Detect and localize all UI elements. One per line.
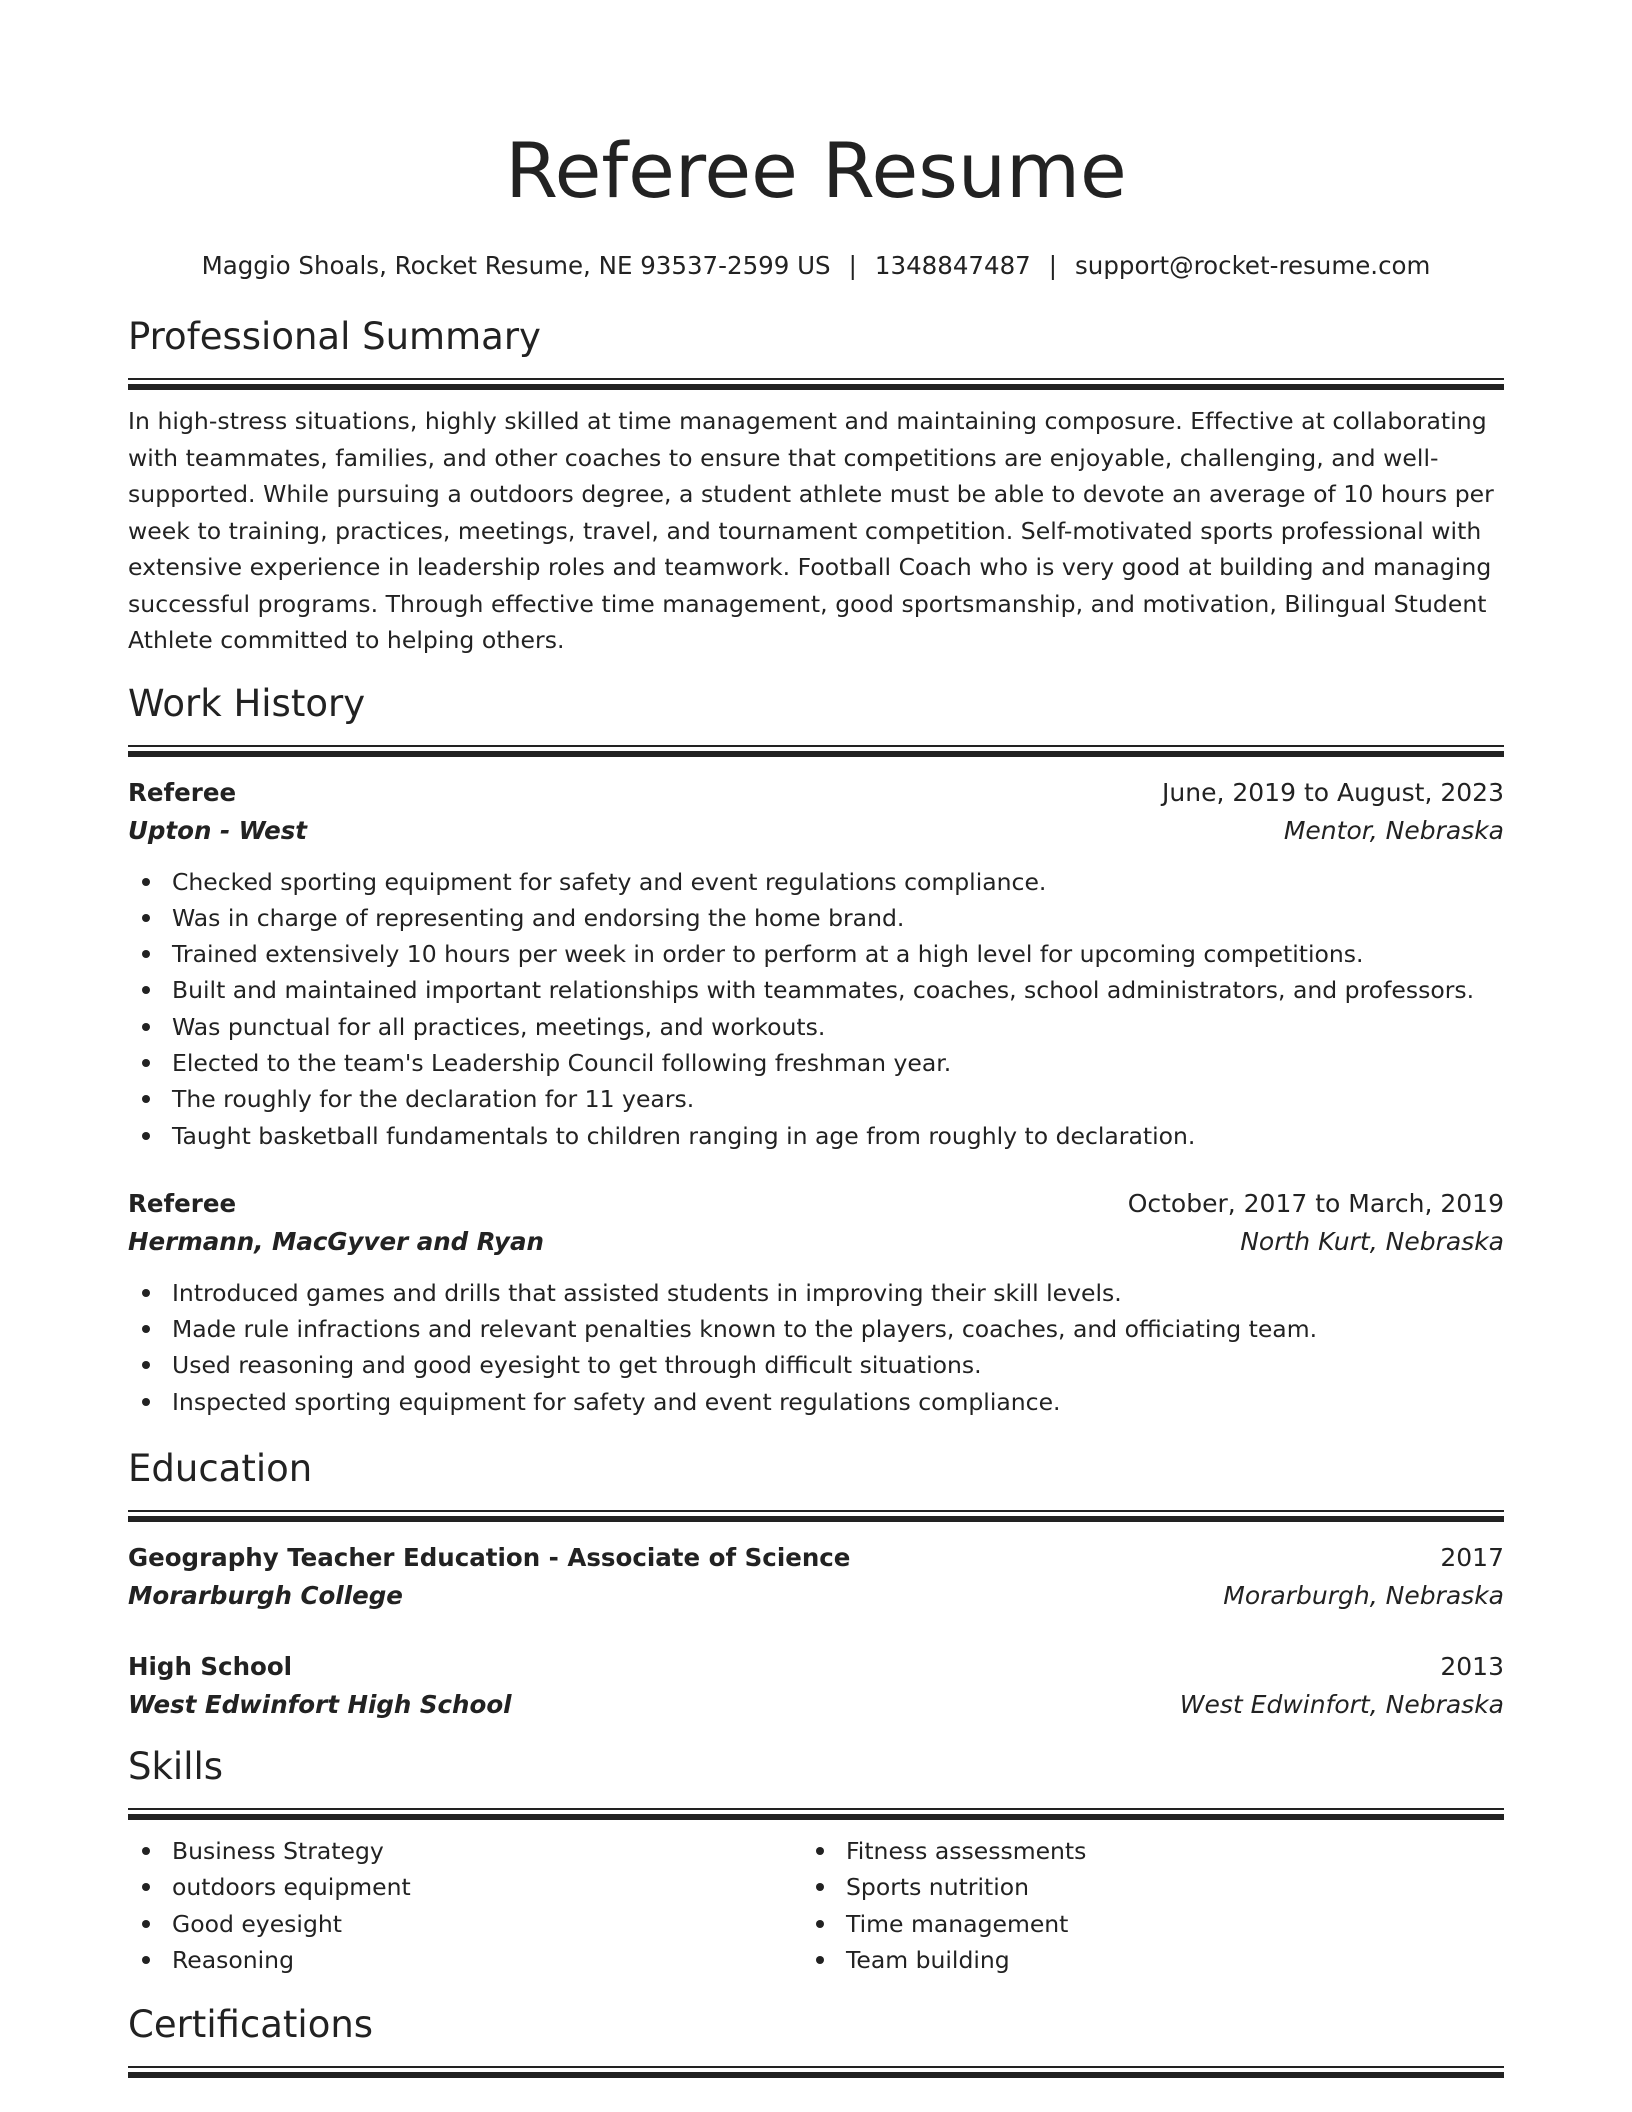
- bullet-icon: [142, 1883, 150, 1891]
- list-item: [128, 1906, 802, 1942]
- contact-separator: |: [1048, 251, 1058, 280]
- education-school: West Edwinfort High School: [128, 1690, 512, 1720]
- job-title: Referee: [128, 1188, 237, 1218]
- bullet-icon: [142, 1289, 150, 1297]
- skill-text: Business Strategy: [172, 1837, 384, 1866]
- bullet-icon: [142, 1920, 150, 1928]
- bullet-icon: [142, 986, 150, 994]
- education-subheader: [128, 1686, 1504, 1724]
- work-history-heading: Work History: [128, 681, 366, 725]
- list-item-text: Built and maintained important relationships with teammates, coaches, school administrators, and professors.: [172, 976, 1475, 1005]
- work-history-section: [128, 679, 1504, 1421]
- bullet-icon: [142, 1361, 150, 1369]
- list-item: [802, 1942, 1476, 1978]
- certifications-section: [128, 2000, 1504, 2077]
- bullet-icon: [142, 1847, 150, 1855]
- education-subheader: [128, 1577, 1504, 1615]
- list-item: [128, 1009, 1504, 1045]
- job-employer: Upton - West: [128, 815, 308, 845]
- job-location: North Kurt, Nebraska: [1240, 1226, 1504, 1256]
- education-location: West Edwinfort, Nebraska: [1179, 1690, 1504, 1720]
- bullet-icon: [142, 1095, 150, 1103]
- skills-column-left: [128, 1833, 802, 1978]
- list-item-text: Inspected sporting equipment for safety and event regulations compliance.: [172, 1387, 1061, 1416]
- page-title: Referee Resume: [505, 126, 1127, 215]
- list-item: [128, 1081, 1504, 1117]
- job-subheader: [128, 1223, 1504, 1261]
- list-item: [128, 1384, 1504, 1420]
- list-item-text: Introduced games and drills that assisted students in improving their skill levels.: [172, 1278, 1122, 1307]
- skills-heading: Skills: [128, 1745, 224, 1789]
- list-item-text: Checked sporting equipment for safety and event regulations compliance.: [172, 867, 1047, 896]
- education-heading: Education: [128, 1447, 313, 1491]
- job-entry: [128, 774, 1504, 1154]
- summary-section: [128, 312, 1504, 659]
- list-item: [802, 1869, 1476, 1905]
- bullet-icon: [142, 1132, 150, 1140]
- bullet-icon: [816, 1847, 824, 1855]
- bullet-icon: [816, 1920, 824, 1928]
- contact-line: [128, 250, 1504, 282]
- list-item-text: Taught basketball fundamentals to children ranging in age from roughly to declaration.: [172, 1121, 1196, 1150]
- job-employer: Hermann, MacGyver and Ryan: [128, 1226, 544, 1256]
- job-bullets: [128, 864, 1504, 1154]
- education-header: [128, 1648, 1504, 1686]
- list-item-text: Was in charge of representing and endorsing the home brand.: [172, 903, 905, 932]
- summary-text: In high-stress situations, highly skilled at time management and maintaining composure. Effective at collaborating with teammates, families, and other coaches to ensure that competitions are enjoyable, challenging, and well-supported. While pursuing a outdoors degree, a student athlete must be able to devote an average of 10 hours per week to training, practices, meetings, travel, and tournament competition. Self-motivated sports professional with extensive experience in leadership roles and teamwork. Football Coach who is very good at building and managing successful programs. Through effective time management, good sportsmanship, and motivation, Bilingual Student Athlete committed to helping others.: [128, 407, 1494, 654]
- education-school: Morarburgh College: [128, 1581, 403, 1611]
- list-item-text: Was punctual for all practices, meetings, and workouts.: [172, 1012, 826, 1041]
- education-section: [128, 1444, 1504, 1724]
- section-divider: [128, 1510, 1504, 1521]
- skills-grid: [128, 1833, 1504, 1978]
- job-entry: [128, 1185, 1504, 1420]
- job-dates: October, 2017 to March, 2019: [1127, 1188, 1504, 1218]
- skill-text: Team building: [846, 1945, 1010, 1974]
- education-entry: [128, 1539, 1504, 1615]
- list-item: [128, 1869, 802, 1905]
- list-item: [128, 900, 1504, 936]
- bullet-icon: [816, 1956, 824, 1964]
- list-item: [802, 1906, 1476, 1942]
- job-subheader: [128, 812, 1504, 850]
- list-item: [802, 1833, 1476, 1869]
- list-item-text: Trained extensively 10 hours per week in order to perform at a high level for upcoming competitions.: [172, 940, 1364, 969]
- contact-separator: |: [848, 251, 857, 280]
- bullet-icon: [142, 1023, 150, 1031]
- bullet-icon: [142, 1325, 150, 1333]
- section-divider: [128, 745, 1504, 756]
- education-year: 2013: [1440, 1652, 1504, 1682]
- bullet-icon: [816, 1883, 824, 1891]
- section-divider: [128, 2066, 1504, 2077]
- contact-address: Maggio Shoals, Rocket Resume, NE 93537-2599 US: [201, 251, 831, 280]
- skill-text: Reasoning: [172, 1945, 294, 1974]
- summary-heading: Professional Summary: [128, 315, 541, 358]
- list-item: [128, 1275, 1504, 1311]
- education-degree: High School: [128, 1652, 293, 1682]
- education-degree: Geography Teacher Education - Associate of Science: [128, 1543, 851, 1573]
- list-item: [128, 1045, 1504, 1081]
- bullet-icon: [142, 914, 150, 922]
- certifications-heading: Certifications: [128, 2003, 374, 2047]
- contact-phone: 1348847487: [874, 251, 1031, 280]
- list-item-text: Used reasoning and good eyesight to get through difficult situations.: [172, 1351, 982, 1380]
- job-header: [128, 1185, 1504, 1223]
- list-item: [128, 1311, 1504, 1347]
- section-divider: [128, 378, 1504, 389]
- job-location: Mentor, Nebraska: [1283, 815, 1504, 845]
- bullet-icon: [142, 1956, 150, 1964]
- education-location: Morarburgh, Nebraska: [1223, 1581, 1504, 1611]
- education-year: 2017: [1440, 1543, 1504, 1573]
- job-bullets: [128, 1275, 1504, 1420]
- skill-text: Sports nutrition: [846, 1873, 1030, 1902]
- skills-section: [128, 1742, 1504, 1978]
- list-item: [128, 1942, 802, 1978]
- skill-text: Good eyesight: [172, 1909, 342, 1938]
- contact-email: support@rocket-resume.com: [1075, 251, 1431, 280]
- job-title: Referee: [128, 777, 237, 807]
- list-item: [128, 1833, 802, 1869]
- skill-text: outdoors equipment: [172, 1873, 411, 1902]
- education-header: [128, 1539, 1504, 1577]
- list-item-text: Elected to the team's Leadership Council following freshman year.: [172, 1048, 952, 1077]
- list-item: [128, 864, 1504, 900]
- list-item-text: Made rule infractions and relevant penalties known to the players, coaches, and officiating team.: [172, 1315, 1318, 1344]
- skills-column-right: [802, 1833, 1476, 1978]
- list-item: [128, 1118, 1504, 1154]
- list-item: [128, 972, 1504, 1008]
- list-item-text: The roughly for the declaration for 11 years.: [172, 1085, 695, 1114]
- bullet-icon: [142, 1398, 150, 1406]
- skill-text: Fitness assessments: [846, 1837, 1087, 1866]
- education-entry: [128, 1648, 1504, 1724]
- bullet-icon: [142, 950, 150, 958]
- section-divider: [128, 1808, 1504, 1819]
- list-item: [128, 1347, 1504, 1383]
- skill-text: Time management: [846, 1909, 1069, 1938]
- bullet-icon: [142, 1059, 150, 1067]
- job-dates: June, 2019 to August, 2023: [1162, 777, 1504, 807]
- bullet-icon: [142, 878, 150, 886]
- list-item: [128, 936, 1504, 972]
- job-header: [128, 774, 1504, 812]
